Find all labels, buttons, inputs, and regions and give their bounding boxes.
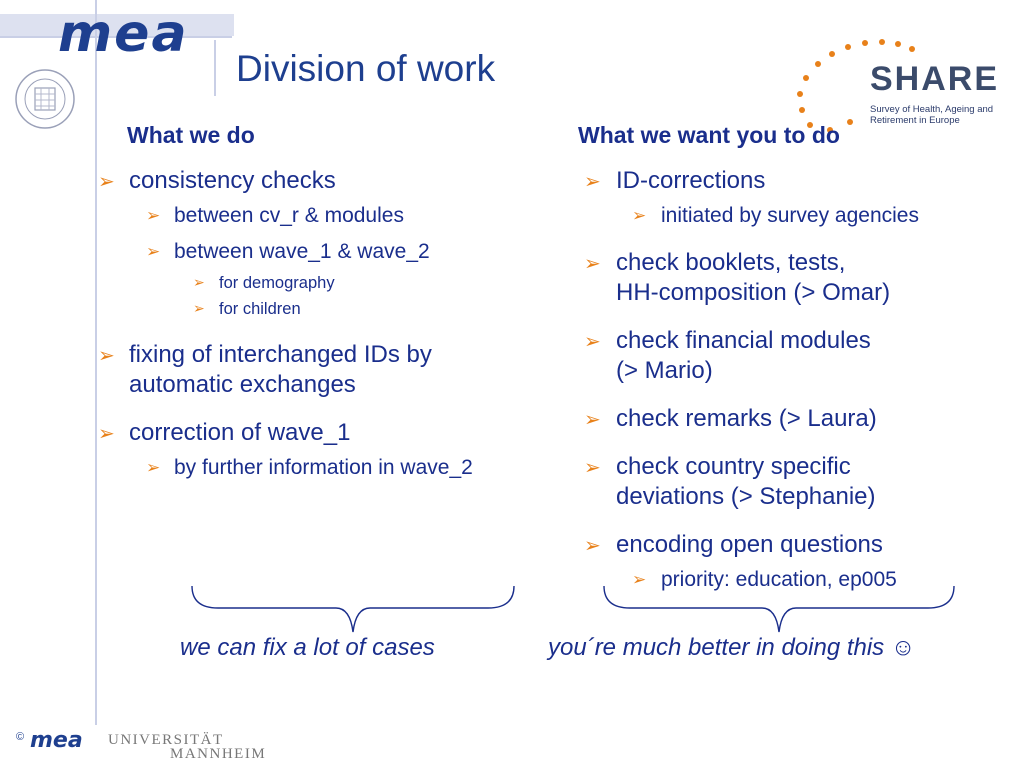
arrow-bullet-icon: ➢: [98, 343, 115, 367]
left-brace-icon: [188, 584, 518, 636]
arrow-bullet-icon: ➢: [98, 421, 115, 445]
copyright-symbol: ©: [16, 731, 25, 743]
list-item: ➢ by further information in wave_2: [92, 454, 474, 482]
list-item: ➢ between wave_1 & wave_2: [92, 238, 552, 266]
right-heading: What we want you to do: [578, 122, 840, 148]
list-item: ➢ check financial modules (> Mario): [584, 327, 871, 384]
list-item: ➢ consistency checks: [98, 167, 336, 194]
arrow-bullet-icon: ➢: [98, 169, 115, 193]
right-brace-icon: [600, 584, 960, 636]
arrow-bullet-icon: ➢: [146, 206, 161, 226]
list-item: ➢ for children: [92, 296, 552, 322]
left-heading: What we do: [127, 122, 255, 148]
list-item: ➢ priority: education, ep005: [546, 566, 1016, 594]
footer-university-city: MANNHEIM: [170, 746, 267, 762]
share-logo-text: SHARE: [870, 60, 1000, 98]
page-title: Division of work: [236, 48, 496, 89]
list-item: ➢ correction of wave_1: [98, 419, 351, 446]
right-note: you´re much better in doing this ☺: [548, 634, 916, 661]
arrow-bullet-icon: ➢: [193, 301, 205, 317]
list-item: ➢ check booklets, tests, HH-composition (> Omar): [584, 249, 891, 306]
mea-logo: mea: [58, 4, 189, 64]
arrow-bullet-icon: ➢: [632, 206, 647, 226]
university-seal-icon: [14, 68, 76, 130]
right-column: [546, 122, 1016, 594]
arrow-bullet-icon: ➢: [584, 407, 601, 431]
list-item: ➢ between cv_r & modules: [92, 202, 552, 230]
footer-mea-logo: mea: [30, 728, 83, 753]
arrow-bullet-icon: ➢: [584, 533, 601, 557]
arrow-bullet-icon: ➢: [193, 275, 205, 291]
list-item: ➢ check remarks (> Laura): [584, 405, 877, 432]
list-item: ➢ encoding open questions: [584, 531, 883, 558]
left-note: we can fix a lot of cases: [180, 634, 435, 661]
list-item: ➢ for demography: [92, 270, 552, 296]
arrow-bullet-icon: ➢: [584, 455, 601, 479]
left-column: [92, 122, 552, 482]
arrow-bullet-icon: ➢: [146, 242, 161, 262]
arrow-bullet-icon: ➢: [584, 169, 601, 193]
share-logo-subtitle: Survey of Health, Ageing and Retirement in Europe: [870, 104, 994, 126]
frame-vertical-line-2: [214, 40, 216, 96]
arrow-bullet-icon: ➢: [632, 570, 647, 590]
list-item: ➢ ID-corrections: [584, 167, 766, 194]
arrow-bullet-icon: ➢: [584, 329, 601, 353]
list-item: ➢ initiated by survey agencies: [546, 202, 1016, 230]
list-item: ➢ check country specific deviations (> Stephanie): [584, 453, 876, 510]
list-item: ➢ fixing of interchanged IDs by automatic exchanges: [98, 341, 432, 398]
arrow-bullet-icon: ➢: [584, 251, 601, 275]
arrow-bullet-icon: ➢: [146, 458, 161, 478]
footer-university-name: UNIVERSITÄT: [108, 732, 224, 748]
